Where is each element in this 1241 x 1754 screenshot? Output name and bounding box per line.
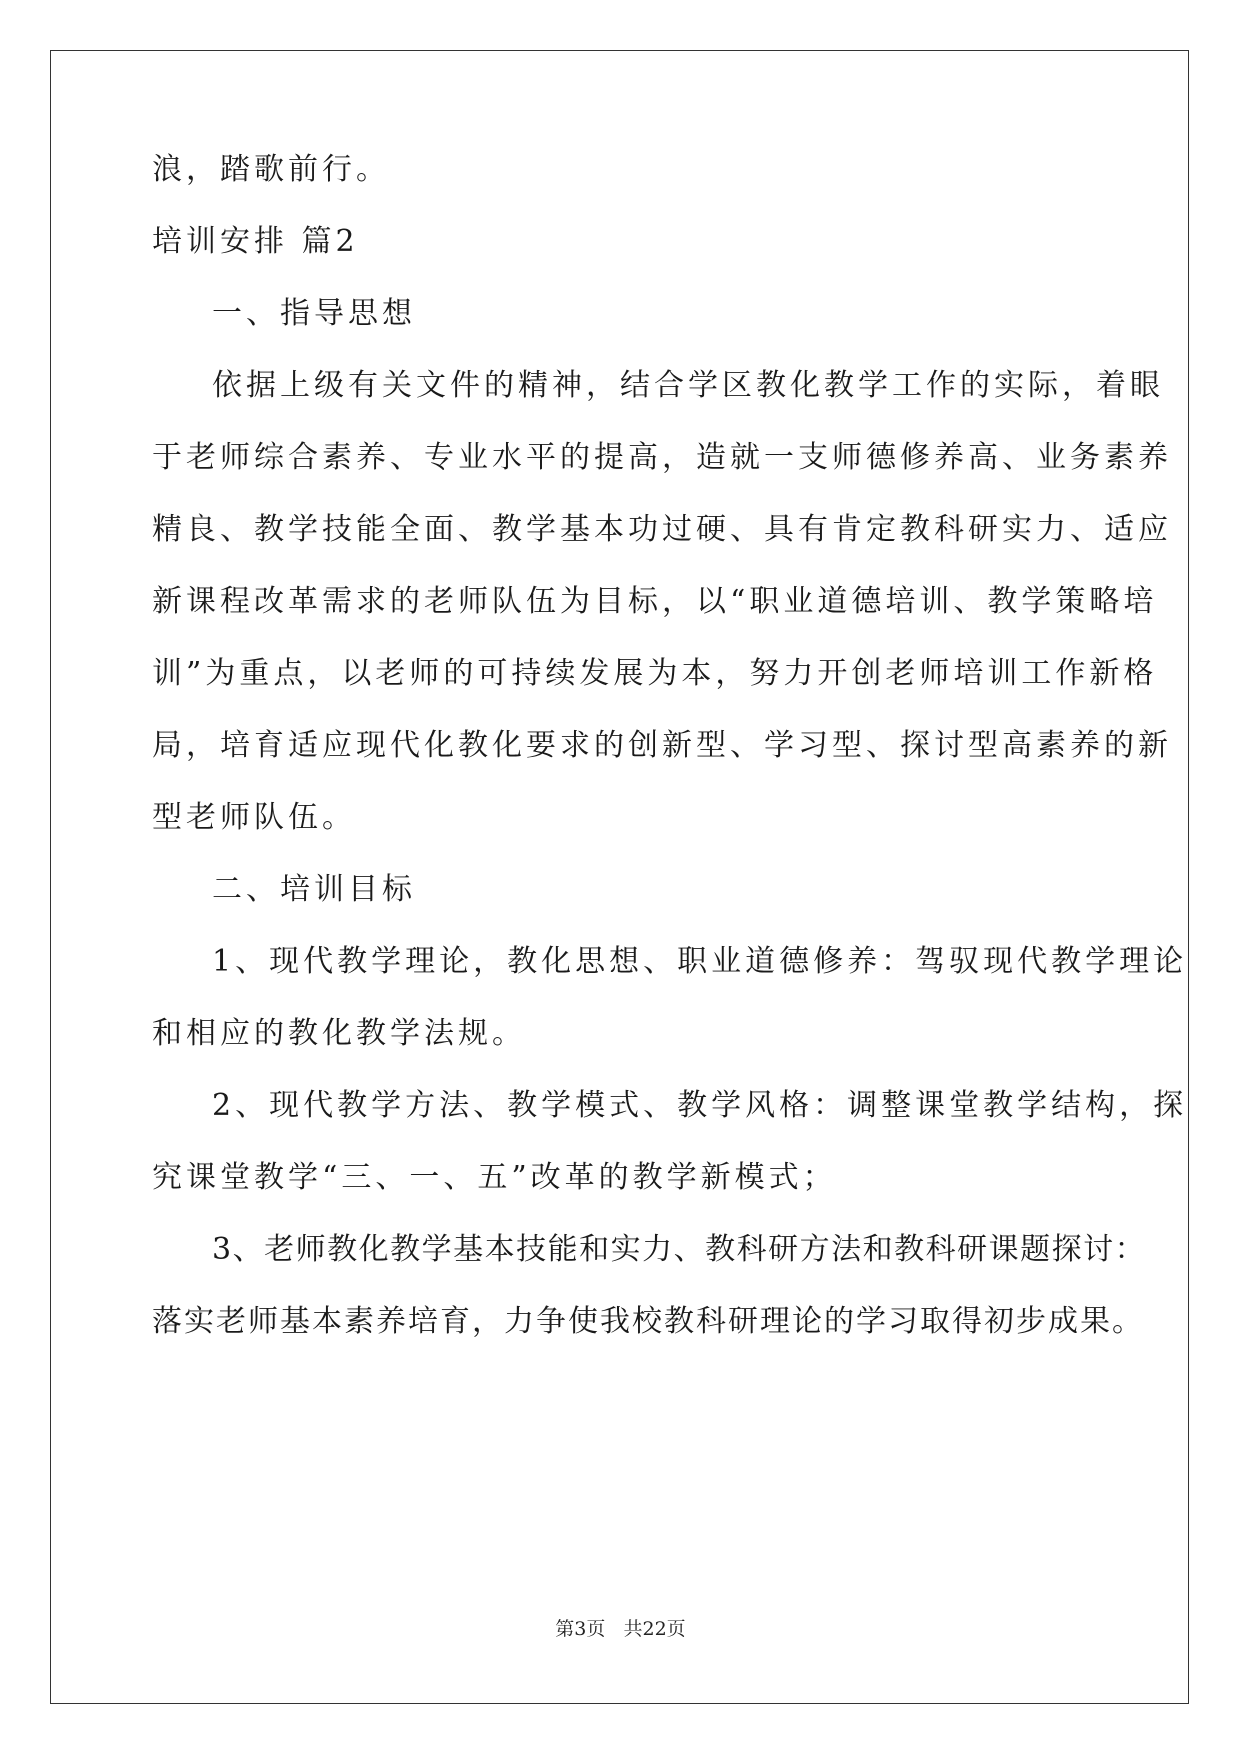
- body-text-line: 依据上级有关文件的精神，结合学区教化教学工作的实际，着眼: [212, 368, 1164, 403]
- body-text-line: 型老师队伍。: [152, 800, 356, 835]
- body-text-line: 浪，踏歌前行。: [152, 152, 390, 187]
- body-text-line: 局，培育适应现代化教化要求的创新型、学习型、探讨型高素养的新: [152, 728, 1172, 763]
- body-text-line: 落实老师基本素养培育，力争使我校教科研理论的学习取得初步成果。: [152, 1304, 1144, 1339]
- subheading: 二、培训目标: [212, 872, 416, 907]
- section-heading: 培训安排 篇2: [152, 224, 359, 259]
- body-text-line: 精良、教学技能全面、教学基本功过硬、具有肯定教科研实力、适应: [152, 512, 1172, 547]
- body-text-line: 新课程改革需求的老师队伍为目标，以“职业道德培训、教学策略培: [152, 584, 1158, 619]
- body-text-line: 2、现代教学方法、教学模式、教学风格：调整课堂教学结构，探: [212, 1088, 1188, 1123]
- subheading: 一、指导思想: [212, 296, 416, 331]
- body-text-line: 训”为重点，以老师的可持续发展为本，努力开创老师培训工作新格: [152, 656, 1158, 691]
- body-text-line: 1、现代教学理论，教化思想、职业道德修养：驾驭现代教学理论: [212, 944, 1188, 979]
- body-text-line: 和相应的教化教学法规。: [152, 1016, 526, 1051]
- body-text-line: 于老师综合素养、专业水平的提高，造就一支师德修养高、业务素养: [152, 440, 1172, 475]
- body-text-line: 3、老师教化教学基本技能和实力、教科研方法和教科研课题探讨：: [212, 1232, 1147, 1267]
- body-text-line: 究课堂教学“三、一、五”改革的教学新模式；: [152, 1160, 837, 1195]
- page-number-footer: 第3页 共22页: [555, 1618, 686, 1640]
